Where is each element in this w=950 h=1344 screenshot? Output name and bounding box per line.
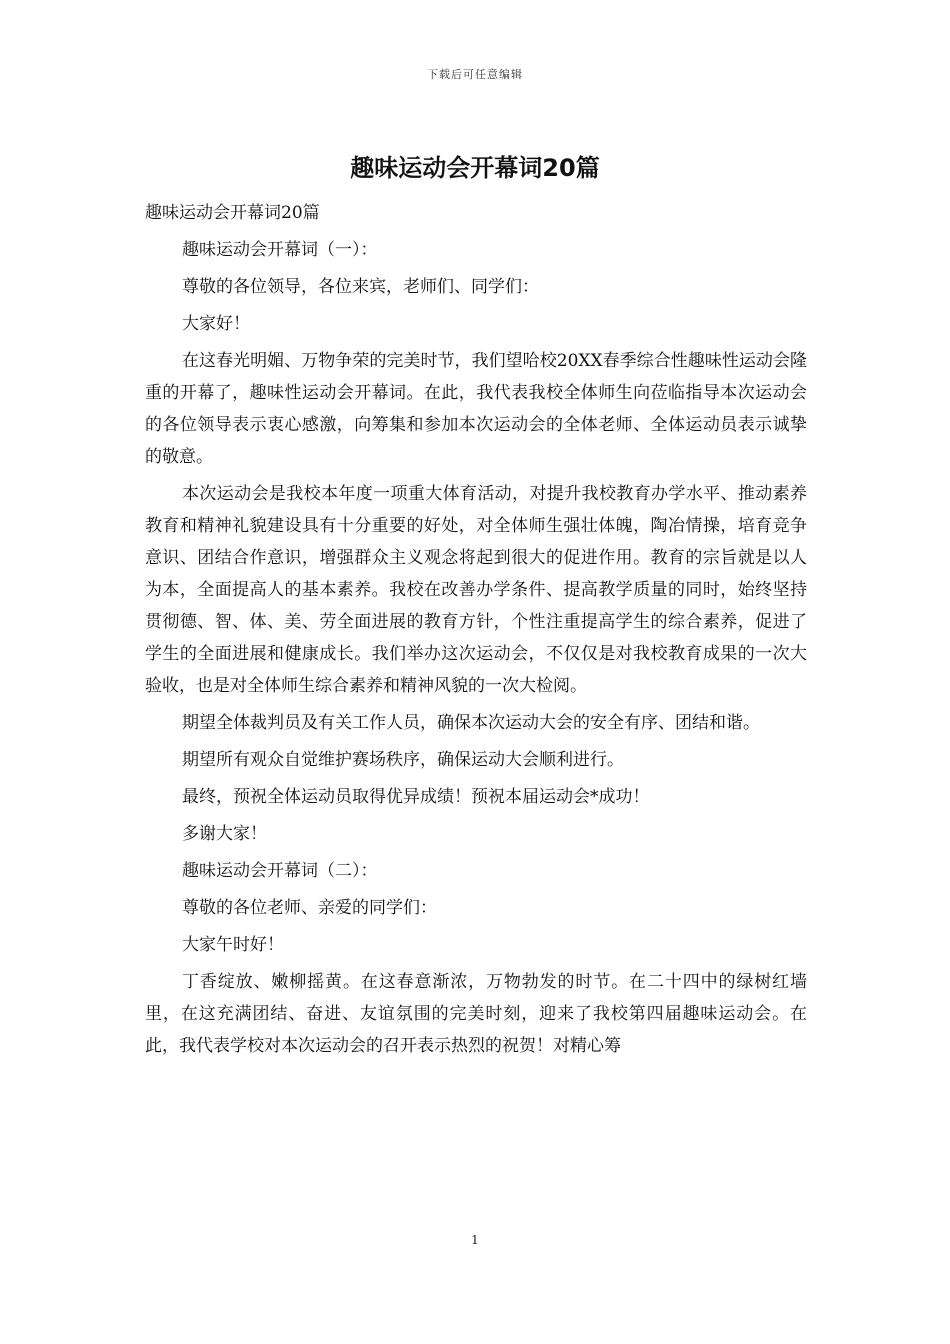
paragraph: 期望所有观众自觉维护赛场秩序，确保运动大会顺利进行。: [182, 750, 624, 770]
document-title: 趣味运动会开幕词20篇: [350, 154, 600, 182]
header-note: 下载后可任意编辑: [427, 68, 523, 81]
paragraph: 趣味运动会开幕词（一）：: [182, 240, 378, 260]
paragraph: 本次运动会是我校本年度一项重大体育活动，对提升我校教育办学水平、推动素养教育和精神礼貌建设具有十分重要的好处，对全体师生强壮体魄，陶冶情操，培育竞争意识、团结合作意识，增强群众主义观念将起到很大的促进作用。教育的宗旨就是以人为本，全面提高人的基本素养。我校在改善办学条件、提高教学质量的同时，始终坚持贯彻德、智、体、美、劳全面进展的教育方针，个性注重提高学生的综合素养，促进了学生的全面进展和健康成长。我们举办这次运动会，不仅仅是对我校教育成果的一次大验收，也是对全体师生综合素养和精神风貌的一次大检阅。: [145, 484, 807, 696]
paragraph: 尊敬的各位老师、亲爱的同学们：: [182, 898, 437, 918]
paragraph: 丁香绽放、嫩柳摇黄。在这春意渐浓，万物勃发的时节。在二十四中的绿树红墙里，在这充满团结、奋进、友谊氛围的完美时刻，迎来了我校第四届趣味运动会。在此，我代表学校对本次运动会的召开表示热烈的祝贺！对精心筹: [145, 972, 807, 1056]
paragraph: 大家好！: [182, 314, 250, 334]
page-number: 1: [471, 1233, 479, 1247]
paragraph: 尊敬的各位领导，各位来宾，老师们、同学们：: [182, 277, 539, 297]
paragraph: 多谢大家！: [182, 824, 267, 844]
paragraph: 期望全体裁判员及有关工作人员，确保本次运动大会的安全有序、团结和谐。: [182, 713, 760, 733]
paragraph: 大家午时好！: [182, 935, 284, 955]
paragraph: 在这春光明媚、万物争荣的完美时节，我们望哈校20XX春季综合性趣味性运动会隆重的开幕了，趣味性运动会开幕词。在此，我代表我校全体师生向莅临指导本次运动会的各位领导表示衷心感激，向筹集和参加本次运动会的全体老师、全体运动员表示诚挚的敬意。: [145, 351, 807, 467]
paragraph: 最终，预祝全体运动员取得优异成绩！预祝本届运动会*成功！: [182, 787, 650, 807]
document-body: [145, 197, 807, 1067]
paragraph: 趣味运动会开幕词（二）：: [182, 861, 378, 881]
paragraph: 趣味运动会开幕词20篇: [145, 203, 320, 223]
